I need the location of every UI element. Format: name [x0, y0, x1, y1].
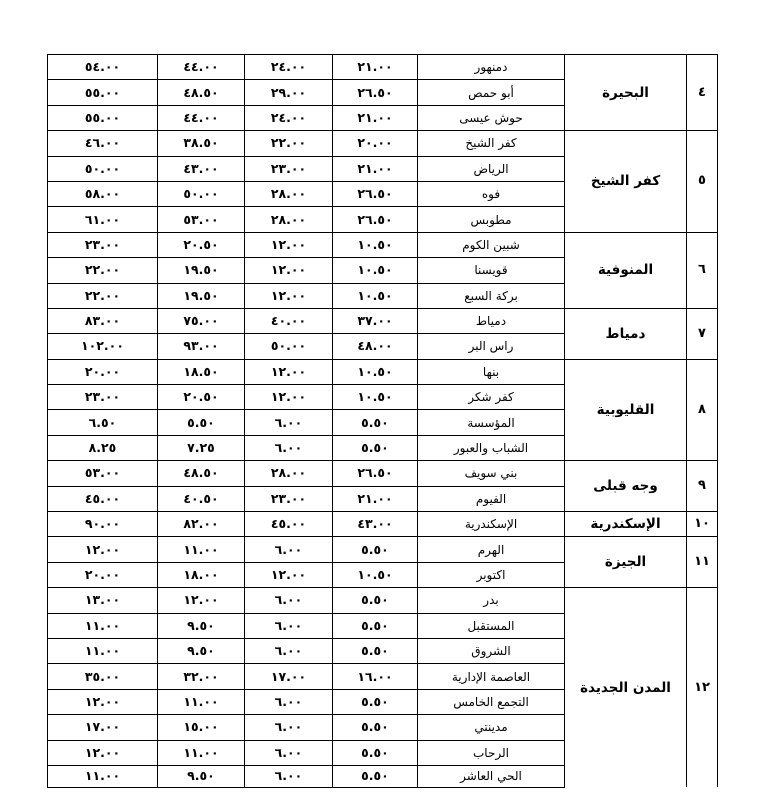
governorate-cell: الجيزة — [565, 537, 687, 588]
price-cell: ٦.٠٠ — [245, 588, 333, 613]
price-cell: ٥٥.٠٠ — [48, 105, 158, 130]
table-row — [48, 537, 718, 562]
price-cell: ٢١.٠٠ — [333, 105, 418, 130]
price-cell: ٧٥.٠٠ — [158, 308, 245, 333]
price-cell: ٤٨.٥٠ — [158, 80, 245, 105]
group-index-cell: ١٠ — [687, 512, 718, 537]
price-cell: ٤٥.٠٠ — [48, 486, 158, 511]
price-cell: ١٢.٠٠ — [48, 740, 158, 765]
price-cell: ٤٠.٠٠ — [245, 308, 333, 333]
price-cell: ٢١.٠٠ — [333, 486, 418, 511]
price-cell: ٢٦.٥٠ — [333, 181, 418, 206]
group-index-cell: ٨ — [687, 359, 718, 461]
price-cell: ٩.٥٠ — [158, 765, 245, 787]
price-cell: ١١.٠٠ — [48, 765, 158, 787]
price-cell: ٢٠.٥٠ — [158, 385, 245, 410]
group-index-cell: ١٢ — [687, 588, 718, 788]
price-cell: ٢٩.٠٠ — [245, 80, 333, 105]
price-cell: ٢٣.٠٠ — [245, 486, 333, 511]
governorate-cell: القليوبية — [565, 359, 687, 461]
price-cell: ٥٠.٠٠ — [158, 181, 245, 206]
city-name-cell: أبو حمص — [418, 80, 565, 105]
city-name-cell: حوش عيسى — [418, 105, 565, 130]
city-name-cell: راس البر — [418, 334, 565, 359]
price-cell: ٦.٠٠ — [245, 537, 333, 562]
price-cell: ٦.٥٠ — [48, 410, 158, 435]
group-index-cell: ٧ — [687, 308, 718, 359]
price-cell: ٤٣.٠٠ — [333, 512, 418, 537]
price-cell: ٤٦.٠٠ — [48, 131, 158, 156]
price-cell: ١٣.٠٠ — [48, 588, 158, 613]
table-row — [48, 232, 718, 257]
city-name-cell: الحي العاشر — [418, 765, 565, 787]
price-cell: ٣٢.٠٠ — [158, 664, 245, 689]
city-name-cell: الهرم — [418, 537, 565, 562]
table-body — [48, 55, 718, 788]
table-row — [48, 131, 718, 156]
price-cell: ١١.٠٠ — [48, 638, 158, 663]
price-cell: ٤٠.٥٠ — [158, 486, 245, 511]
price-cell: ٤٤.٠٠ — [158, 55, 245, 80]
price-cell: ١٢.٠٠ — [158, 588, 245, 613]
price-cell: ٨.٢٥ — [48, 435, 158, 460]
city-name-cell: مدينتي — [418, 715, 565, 740]
price-cell: ١٠٢.٠٠ — [48, 334, 158, 359]
governorate-cell: البحيرة — [565, 55, 687, 131]
city-name-cell: بنها — [418, 359, 565, 384]
price-cell: ٢٠.٠٠ — [48, 359, 158, 384]
price-cell: ٦.٠٠ — [245, 613, 333, 638]
price-cell: ٢٤.٠٠ — [245, 105, 333, 130]
price-cell: ٥٥.٠٠ — [48, 80, 158, 105]
price-cell: ٥٣.٠٠ — [158, 207, 245, 232]
price-cell: ١١.٠٠ — [158, 740, 245, 765]
city-name-cell: مطوبس — [418, 207, 565, 232]
price-cell: ٣٧.٠٠ — [333, 308, 418, 333]
price-cell: ١٢.٠٠ — [245, 385, 333, 410]
city-name-cell: الإسكندرية — [418, 512, 565, 537]
price-cell: ١٩.٥٠ — [158, 258, 245, 283]
price-cell: ٥٠.٠٠ — [245, 334, 333, 359]
price-cell: ١٥.٠٠ — [158, 715, 245, 740]
group-index-cell: ١١ — [687, 537, 718, 588]
price-cell: ٤٣.٠٠ — [158, 156, 245, 181]
group-index-cell: ٤ — [687, 55, 718, 131]
price-cell: ٨٢.٠٠ — [158, 512, 245, 537]
price-cell: ١٢.٠٠ — [245, 562, 333, 587]
city-name-cell: المستقبل — [418, 613, 565, 638]
governorate-cell: كفر الشيخ — [565, 131, 687, 233]
city-name-cell: الشروق — [418, 638, 565, 663]
price-cell: ٥.٥٠ — [333, 765, 418, 787]
city-name-cell: دمنهور — [418, 55, 565, 80]
city-name-cell: التجمع الخامس — [418, 689, 565, 714]
city-name-cell: الرحاب — [418, 740, 565, 765]
price-cell: ٤٥.٠٠ — [245, 512, 333, 537]
price-cell: ٩.٥٠ — [158, 613, 245, 638]
city-name-cell: قويسنا — [418, 258, 565, 283]
table-row — [48, 461, 718, 486]
table-row — [48, 308, 718, 333]
price-cell: ١٠.٥٠ — [333, 359, 418, 384]
price-cell: ٢٢.٠٠ — [48, 258, 158, 283]
price-cell: ٥.٥٠ — [333, 435, 418, 460]
price-cell: ٥.٥٠ — [333, 638, 418, 663]
city-name-cell: الشباب والعبور — [418, 435, 565, 460]
price-cell: ٢٢.٠٠ — [245, 131, 333, 156]
price-cell: ٧.٢٥ — [158, 435, 245, 460]
table-row — [48, 359, 718, 384]
price-cell: ٥.٥٠ — [333, 537, 418, 562]
group-index-cell: ٩ — [687, 461, 718, 512]
price-cell: ١٢.٠٠ — [48, 689, 158, 714]
price-cell: ٥٣.٠٠ — [48, 461, 158, 486]
city-name-cell: بني سويف — [418, 461, 565, 486]
price-cell: ٥.٥٠ — [333, 410, 418, 435]
city-name-cell: العاصمة الإدارية — [418, 664, 565, 689]
price-cell: ٥.٥٠ — [333, 588, 418, 613]
price-cell: ١٨.٥٠ — [158, 359, 245, 384]
price-cell: ١١.٠٠ — [48, 613, 158, 638]
city-name-cell: بركة السبع — [418, 283, 565, 308]
price-cell: ٦.٠٠ — [245, 410, 333, 435]
price-cell: ٦.٠٠ — [245, 740, 333, 765]
governorate-cell: المنوفية — [565, 232, 687, 308]
table-row — [48, 55, 718, 80]
city-name-cell: كفر الشيخ — [418, 131, 565, 156]
governorate-cell: الإسكندرية — [565, 512, 687, 537]
table-row — [48, 512, 718, 537]
price-cell: ٤٨.٥٠ — [158, 461, 245, 486]
city-name-cell: شبين الكوم — [418, 232, 565, 257]
price-cell: ٢٠.٥٠ — [158, 232, 245, 257]
price-cell: ١٢.٠٠ — [245, 258, 333, 283]
price-cell: ٥.٥٠ — [158, 410, 245, 435]
price-cell: ٢٨.٠٠ — [245, 461, 333, 486]
price-cell: ٢٠.٠٠ — [333, 131, 418, 156]
fare-table — [47, 54, 718, 788]
price-cell: ٢٦.٥٠ — [333, 80, 418, 105]
price-cell: ٩٣.٠٠ — [158, 334, 245, 359]
price-cell: ٥٤.٠٠ — [48, 55, 158, 80]
price-cell: ٣٥.٠٠ — [48, 664, 158, 689]
city-name-cell: فوه — [418, 181, 565, 206]
price-cell: ٥.٥٠ — [333, 715, 418, 740]
price-cell: ٤٨.٠٠ — [333, 334, 418, 359]
price-cell: ٩.٥٠ — [158, 638, 245, 663]
governorate-cell: المدن الجديدة — [565, 588, 687, 788]
price-cell: ١٠.٥٠ — [333, 232, 418, 257]
price-cell: ٥٠.٠٠ — [48, 156, 158, 181]
price-cell: ٢٠.٠٠ — [48, 562, 158, 587]
city-name-cell: الفيوم — [418, 486, 565, 511]
price-cell: ٥.٥٠ — [333, 689, 418, 714]
price-cell: ١٢.٠٠ — [245, 359, 333, 384]
price-cell: ٤٤.٠٠ — [158, 105, 245, 130]
city-name-cell: بدر — [418, 588, 565, 613]
price-cell: ١٦.٠٠ — [333, 664, 418, 689]
price-cell: ١٧.٠٠ — [48, 715, 158, 740]
price-cell: ٩٠.٠٠ — [48, 512, 158, 537]
group-index-cell: ٦ — [687, 232, 718, 308]
price-cell: ١٩.٥٠ — [158, 283, 245, 308]
governorate-cell: وجه قبلى — [565, 461, 687, 512]
price-cell: ١٠.٥٠ — [333, 258, 418, 283]
price-cell: ٢١.٠٠ — [333, 55, 418, 80]
price-cell: ١٠.٥٠ — [333, 385, 418, 410]
price-cell: ٦.٠٠ — [245, 715, 333, 740]
price-cell: ١٨.٠٠ — [158, 562, 245, 587]
price-cell: ٢٣.٠٠ — [245, 156, 333, 181]
city-name-cell: المؤسسة — [418, 410, 565, 435]
price-cell: ٦.٠٠ — [245, 435, 333, 460]
governorate-cell: دمياط — [565, 308, 687, 359]
group-index-cell: ٥ — [687, 131, 718, 233]
price-cell: ٥٨.٠٠ — [48, 181, 158, 206]
price-cell: ١٧.٠٠ — [245, 664, 333, 689]
price-cell: ٨٣.٠٠ — [48, 308, 158, 333]
price-cell: ٣٨.٥٠ — [158, 131, 245, 156]
price-cell: ٢٨.٠٠ — [245, 181, 333, 206]
price-cell: ١٢.٠٠ — [245, 232, 333, 257]
price-cell: ٥.٥٠ — [333, 613, 418, 638]
price-cell: ١١.٠٠ — [158, 537, 245, 562]
price-cell: ٢١.٠٠ — [333, 156, 418, 181]
price-cell: ١٠.٥٠ — [333, 562, 418, 587]
city-name-cell: دمياط — [418, 308, 565, 333]
price-cell: ٢٣.٠٠ — [48, 385, 158, 410]
city-name-cell: الرياض — [418, 156, 565, 181]
price-cell: ١٠.٥٠ — [333, 283, 418, 308]
price-cell: ١٢.٠٠ — [48, 537, 158, 562]
price-cell: ٢٦.٥٠ — [333, 207, 418, 232]
price-cell: ٢٢.٠٠ — [48, 283, 158, 308]
price-cell: ٥.٥٠ — [333, 740, 418, 765]
price-cell: ١١.٠٠ — [158, 689, 245, 714]
price-cell: ٦١.٠٠ — [48, 207, 158, 232]
table-row — [48, 588, 718, 613]
price-cell: ٢٤.٠٠ — [245, 55, 333, 80]
price-cell: ١٢.٠٠ — [245, 283, 333, 308]
city-name-cell: اكتوبر — [418, 562, 565, 587]
price-cell: ٢٣.٠٠ — [48, 232, 158, 257]
price-cell: ٦.٠٠ — [245, 689, 333, 714]
price-cell: ٦.٠٠ — [245, 765, 333, 787]
price-cell: ٦.٠٠ — [245, 638, 333, 663]
price-cell: ٢٨.٠٠ — [245, 207, 333, 232]
price-cell: ٢٦.٥٠ — [333, 461, 418, 486]
city-name-cell: كفر شكر — [418, 385, 565, 410]
